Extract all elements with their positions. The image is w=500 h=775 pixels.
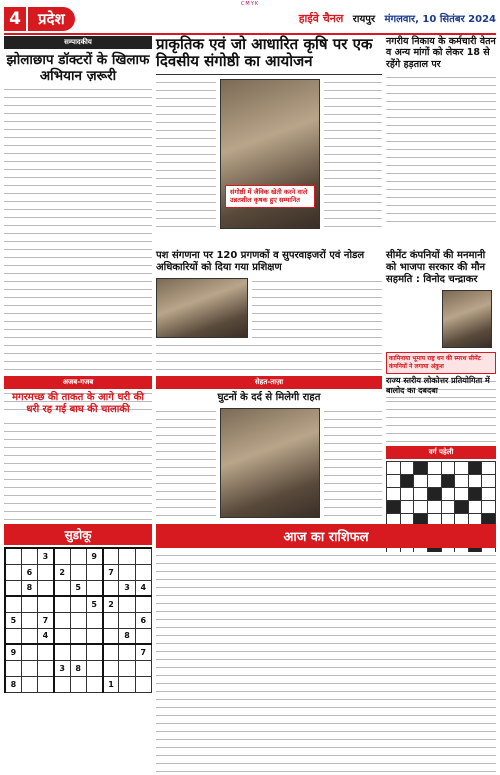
sudoku-cell bbox=[119, 676, 135, 692]
sudoku-cell: 8 bbox=[70, 660, 86, 676]
sudoku-cell: 5 bbox=[86, 596, 102, 612]
sudoku-cell bbox=[119, 548, 135, 564]
crossword-cell bbox=[455, 488, 469, 501]
sehat-headline: घुटनों के दर्द से मिलेगी राहत bbox=[217, 392, 321, 403]
sudoku-cell bbox=[119, 596, 135, 612]
section-title: प्रदेश bbox=[28, 7, 75, 31]
portrait-photo bbox=[442, 290, 492, 348]
right-top-story bbox=[386, 36, 496, 229]
right-top-body bbox=[386, 74, 496, 229]
crossword-cell bbox=[482, 462, 496, 475]
crossword-cell bbox=[400, 462, 414, 475]
sudoku-cell bbox=[103, 548, 119, 564]
sudoku-cell: 1 bbox=[103, 676, 119, 692]
sudoku-cell bbox=[21, 628, 37, 644]
sudoku-cell bbox=[119, 564, 135, 580]
sudoku-cell bbox=[21, 548, 37, 564]
crossword-cell bbox=[482, 475, 496, 488]
crossword-cell bbox=[468, 475, 482, 488]
crossword-cell bbox=[414, 475, 428, 488]
crossword-cell bbox=[414, 462, 428, 475]
crossword-cell bbox=[482, 501, 496, 514]
sehat-section bbox=[156, 376, 382, 518]
crossword-cell bbox=[482, 488, 496, 501]
sudoku-cell bbox=[21, 660, 37, 676]
sehat-body-left bbox=[156, 408, 216, 518]
crossword-cell bbox=[387, 475, 401, 488]
sudoku-cell bbox=[103, 612, 119, 628]
crossword-cell bbox=[427, 462, 441, 475]
sudoku-cell bbox=[70, 612, 86, 628]
sudoku-cell bbox=[54, 676, 70, 692]
crossword-cell bbox=[455, 501, 469, 514]
sudoku-cell bbox=[86, 580, 102, 596]
right-second-headline: सीमेंट कंपनियों की मनमानी को भाजपा सरकार की मौन सहमति : विनोद चन्द्राकर bbox=[386, 250, 486, 285]
rajya-headline: राज्य स्तरीय लोकोत्तर प्रतियोगिता में बालोद का दबदबा bbox=[386, 376, 490, 395]
sudoku-cell bbox=[135, 676, 151, 692]
rajya-body bbox=[386, 398, 496, 442]
sudoku-cell bbox=[86, 644, 102, 660]
sudoku-cell bbox=[38, 564, 54, 580]
sudoku-cell bbox=[103, 580, 119, 596]
lead-body-right bbox=[324, 79, 382, 229]
sudoku-cell: 7 bbox=[103, 564, 119, 580]
lead-photo bbox=[220, 79, 320, 229]
sudoku-cell bbox=[103, 628, 119, 644]
sudoku-cell bbox=[86, 676, 102, 692]
issue-date: मंगलवार, 10 सितंबर 2024 bbox=[384, 14, 496, 25]
mid-second-story bbox=[156, 250, 382, 382]
varg-paheli-title: वर्ग पहेली bbox=[386, 446, 496, 459]
sudoku-cell: 8 bbox=[119, 628, 135, 644]
sudoku-cell bbox=[5, 548, 21, 564]
sudoku-cell bbox=[86, 628, 102, 644]
lead-body-left bbox=[156, 79, 216, 229]
crossword-cell bbox=[468, 488, 482, 501]
sudoku-cell bbox=[86, 564, 102, 580]
sehat-label: सेहत-ताज़ा bbox=[156, 376, 382, 389]
editorial-body bbox=[4, 86, 152, 416]
sudoku-cell bbox=[135, 596, 151, 612]
pull-quote: कामिनाया भूमाय राष्ट्र धन की स्मरथ सीमेंट कंपनियों ने लगाया अंकुश bbox=[386, 352, 496, 374]
crossword-cell bbox=[441, 475, 455, 488]
sudoku-cell: 5 bbox=[70, 580, 86, 596]
sudoku-cell bbox=[5, 564, 21, 580]
sudoku-cell bbox=[38, 596, 54, 612]
lead-story bbox=[156, 36, 382, 229]
sudoku-cell bbox=[70, 676, 86, 692]
crossword-cell bbox=[414, 501, 428, 514]
sudoku-cell bbox=[70, 548, 86, 564]
crossword-cell bbox=[400, 501, 414, 514]
sudoku-cell bbox=[70, 644, 86, 660]
sudoku-cell bbox=[54, 596, 70, 612]
sudoku-cell: 9 bbox=[86, 548, 102, 564]
sudoku-title: सुडोकू bbox=[4, 524, 152, 545]
crossword-cell bbox=[441, 462, 455, 475]
sudoku-cell: 2 bbox=[54, 564, 70, 580]
sudoku-cell: 4 bbox=[38, 628, 54, 644]
sudoku-cell: 5 bbox=[5, 612, 21, 628]
sudoku-cell bbox=[38, 660, 54, 676]
masthead bbox=[4, 7, 496, 33]
sehat-body-right bbox=[324, 408, 382, 518]
ajab-gajab-body bbox=[4, 420, 152, 532]
ajab-gajab-label: अजब-गजब bbox=[4, 376, 152, 389]
ajab-gajab-headline: मगरमच्छ की ताकत के आगे धरी की धरी रह गई बाघ की चालाकी bbox=[12, 392, 144, 415]
crossword-cell bbox=[455, 462, 469, 475]
editorial-column bbox=[4, 36, 152, 416]
sudoku-cell bbox=[38, 644, 54, 660]
sudoku-cell bbox=[5, 660, 21, 676]
crossword-cell bbox=[427, 475, 441, 488]
sudoku-cell bbox=[54, 548, 70, 564]
crossword-cell bbox=[387, 462, 401, 475]
sudoku-cell: 6 bbox=[21, 564, 37, 580]
page-number: 4 bbox=[4, 7, 26, 31]
rashifal-body bbox=[156, 552, 496, 772]
sudoku-cell: 8 bbox=[5, 676, 21, 692]
sudoku-cell bbox=[21, 676, 37, 692]
sudoku-cell bbox=[21, 612, 37, 628]
sudoku-cell bbox=[70, 596, 86, 612]
sudoku-cell bbox=[103, 660, 119, 676]
sudoku-cell bbox=[135, 548, 151, 564]
sudoku-cell bbox=[54, 644, 70, 660]
sudoku-cell: 3 bbox=[119, 580, 135, 596]
sudoku-cell bbox=[38, 580, 54, 596]
sudoku-cell bbox=[5, 628, 21, 644]
crossword-cell bbox=[441, 488, 455, 501]
sudoku-cell bbox=[5, 596, 21, 612]
sudoku-cell bbox=[119, 644, 135, 660]
sudoku-cell bbox=[135, 564, 151, 580]
sudoku-cell bbox=[70, 564, 86, 580]
brand-name: हाईवे चैनल bbox=[298, 12, 344, 25]
crossword-cell bbox=[427, 501, 441, 514]
sudoku-grid bbox=[4, 547, 152, 693]
crossword-cell bbox=[427, 488, 441, 501]
editorial-label: सम्पादकीय bbox=[4, 36, 152, 49]
ajab-gajab-section bbox=[4, 376, 152, 532]
sudoku-cell bbox=[21, 596, 37, 612]
crossword-cell bbox=[455, 475, 469, 488]
mid-second-body bbox=[252, 278, 382, 338]
sudoku-cell bbox=[103, 644, 119, 660]
sudoku-cell bbox=[54, 612, 70, 628]
sudoku-cell bbox=[119, 660, 135, 676]
sudoku-cell: 9 bbox=[5, 644, 21, 660]
lead-photo-caption: संगोष्ठी में जैविक खेती करने वाले उन्नतशील कृषक हुए सम्मानित bbox=[225, 185, 315, 207]
sudoku-cell bbox=[54, 580, 70, 596]
sudoku-cell bbox=[70, 628, 86, 644]
crossword-cell bbox=[441, 501, 455, 514]
sudoku-cell: 7 bbox=[135, 644, 151, 660]
sudoku-cell: 3 bbox=[54, 660, 70, 676]
crossword-cell bbox=[387, 501, 401, 514]
editorial-headline: झोलाछाप डॉक्टरों के खिलाफ अभियान ज़रूरी bbox=[6, 52, 150, 85]
sudoku-cell bbox=[54, 628, 70, 644]
sudoku-cell bbox=[38, 676, 54, 692]
crossword-cell bbox=[400, 475, 414, 488]
mid-second-photo bbox=[156, 278, 248, 338]
sudoku-cell bbox=[5, 580, 21, 596]
crossword-cell bbox=[468, 501, 482, 514]
sudoku-cell: 8 bbox=[21, 580, 37, 596]
lead-headline: प्राकृतिक एवं जो आधारित कृषि पर एक दिवसीय संगोष्ठी का आयोजन bbox=[156, 36, 382, 75]
sudoku-cell: 4 bbox=[135, 580, 151, 596]
masthead-info bbox=[299, 11, 496, 26]
sudoku-cell bbox=[119, 612, 135, 628]
right-top-headline: नगरीय निकाय के कर्मचारी वेतन व अन्य मांगों को लेकर 18 से रहेंगे हड़ताल पर bbox=[386, 36, 496, 70]
crossword-cell bbox=[400, 488, 414, 501]
crossword-cell bbox=[414, 488, 428, 501]
sudoku-cell bbox=[86, 612, 102, 628]
sudoku-cell bbox=[86, 660, 102, 676]
cmyk-mark: CMYK bbox=[240, 1, 260, 7]
crossword-cell bbox=[387, 488, 401, 501]
sudoku-cell bbox=[21, 644, 37, 660]
rashifal-title: आज का राशिफल bbox=[156, 524, 496, 548]
rashifal-section bbox=[156, 524, 496, 772]
sehat-photo bbox=[220, 408, 320, 518]
sudoku-cell: 6 bbox=[135, 612, 151, 628]
sudoku-cell bbox=[135, 660, 151, 676]
city-name: रायपुर bbox=[352, 14, 376, 25]
mid-second-headline: पश संगणना पर 120 प्रगणकों व सुपरवाइजरों एवं नोडल अधिकारियों को दिया गया प्रशिक्षण bbox=[156, 250, 365, 273]
crossword-cell bbox=[468, 462, 482, 475]
sudoku-section bbox=[4, 524, 152, 693]
sudoku-cell: 7 bbox=[38, 612, 54, 628]
sudoku-cell bbox=[135, 628, 151, 644]
sudoku-cell: 2 bbox=[103, 596, 119, 612]
sudoku-cell: 3 bbox=[38, 548, 54, 564]
